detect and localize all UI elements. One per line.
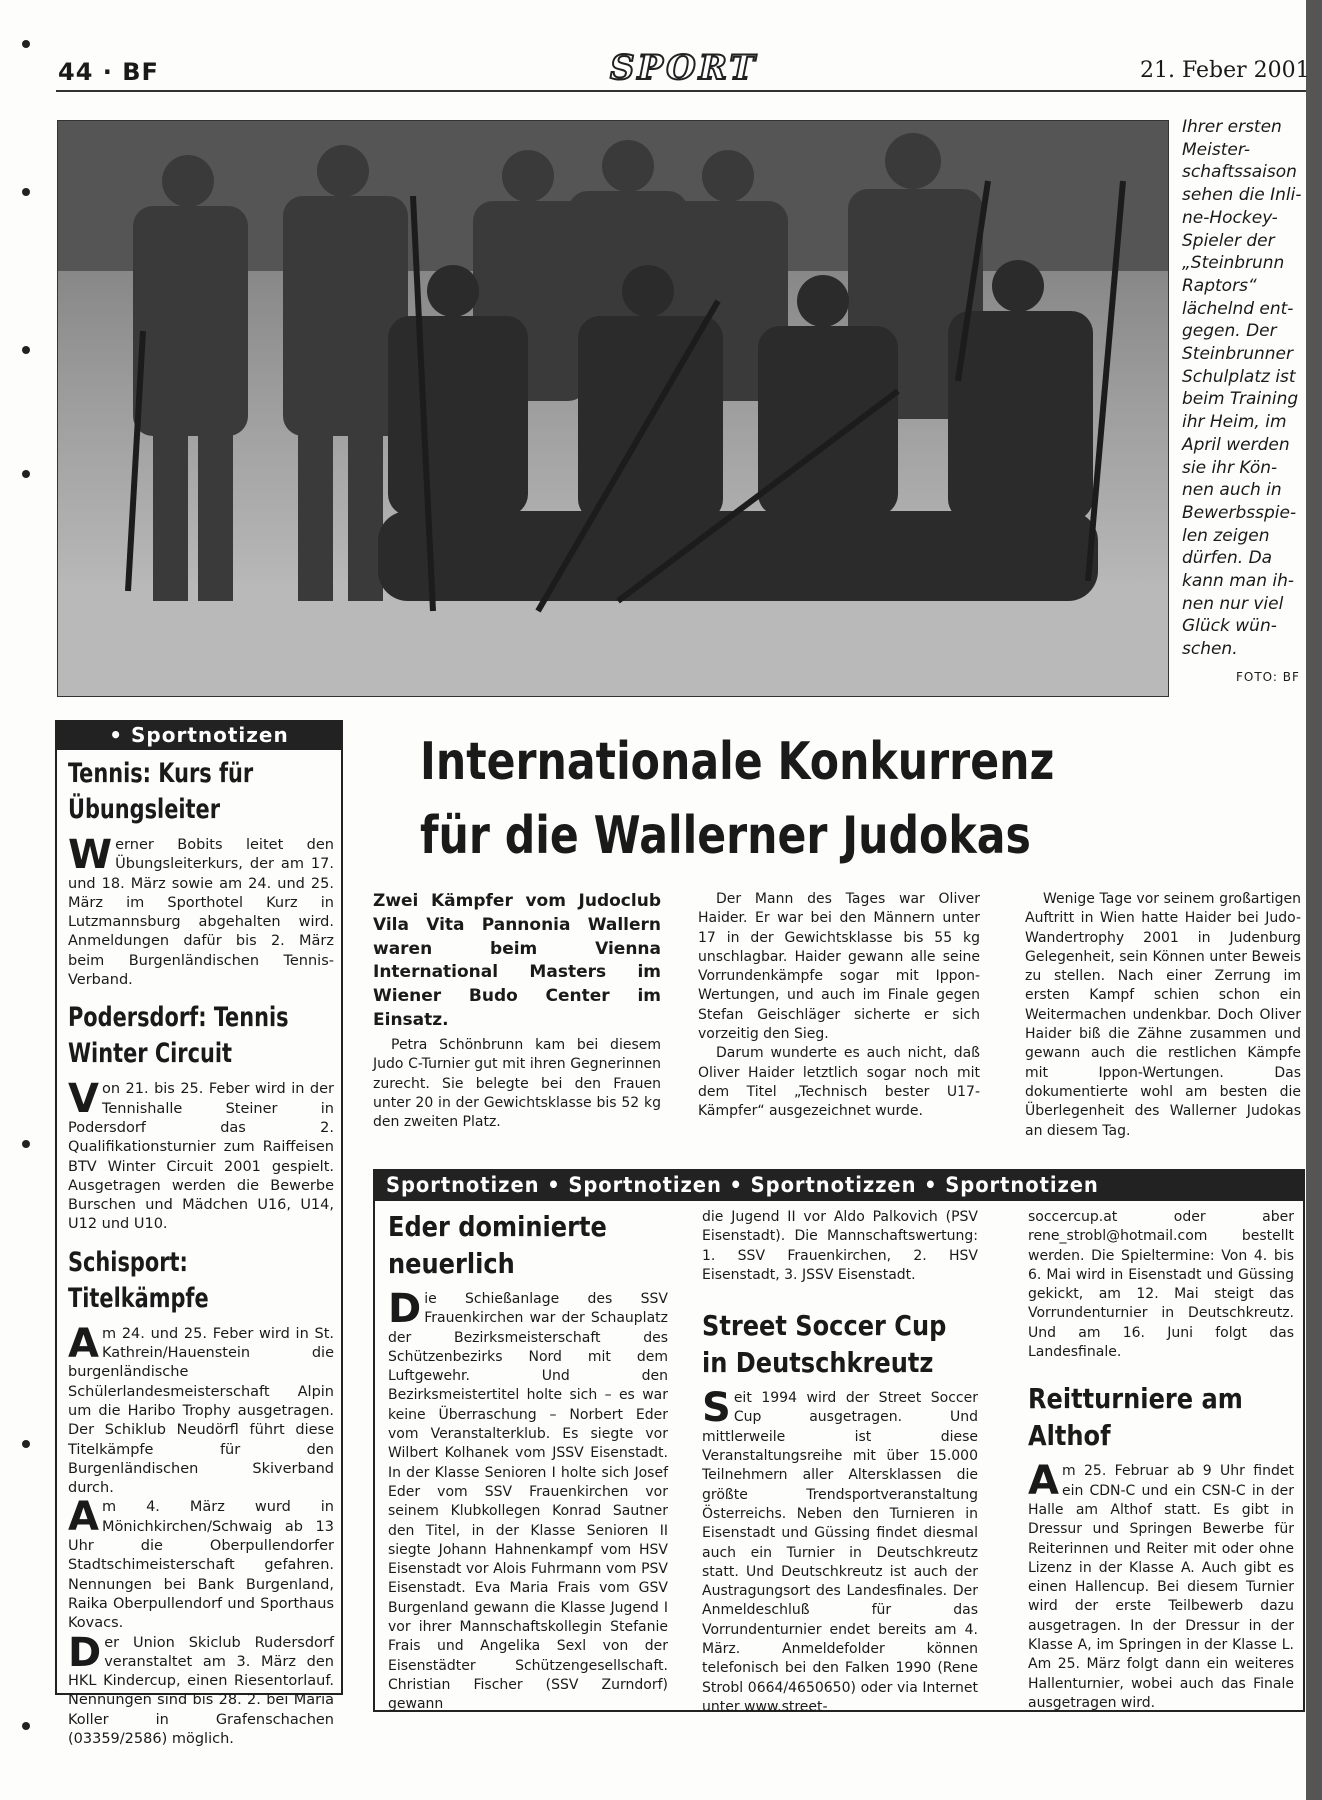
drop-cap: A [68, 1494, 99, 1541]
article-paragraph: Darum wunderte es auch nicht, daß Oliver Haider letztlich sogar noch mit dem Titel „Technisch bester U17-Kämpfer“ ausgezeichnet wurde. [698, 1045, 980, 1120]
soccer-body: eit 1994 wird der Street Soccer Cup ausgetragen. Und mittlerweile ist diese Veranstaltungsreihe mit über 15.000 Teilnehmern aller Altersklassen die größte Trendsportveranstaltung Österreichs. Neben den Turnieren in Eisenstadt und Güssing findet diesmal auch ein Turnier in Deutschkreutz statt. Und Deutschkreutz ist auch der Austragungsort des Landesfinales. Der Anmeldeschluß für das Vorrundenturnier endet bereits am 4. März. Anmeldefolder können telefonisch bei den Falken 1990 (Rene Strobl 0664/4650650) oder via Internet unter www.street- [702, 1390, 978, 1715]
headline-line: Internationale Konkurrenz [420, 732, 1055, 792]
note-body: er Union Skiclub Rudersdorf veranstaltet am 3. März den HKL Kindercup, einen Riesentorlauf. Nennungen sind bis 28. 2. bei Maria Koller in Grafenschachen (03359/2586) möglich. [68, 1634, 334, 1747]
margin-mark [22, 1440, 30, 1448]
note-title: Schisport: [68, 1246, 188, 1278]
note-body: on 21. bis 25. Feber wird in der Tennishalle Steiner in Podersdorf das 2. Qualifikationsturnier zum Raiffeisen BTV Winter Circuit 2001 gespielt. Ausgetragen werden die Bewerbe Burschen und Mädchen U16, U14, U12 und U10. [68, 1081, 334, 1233]
soccer-continuation: soccercup.at oder aber rene_strobl@hotmail.com bestellt werden. Die Spieltermine: Von 4. bis 6. Mai wird in Eisenstadt und Güssing gekickt, am 12. Mai steigt das Vorrundenturnier in Deutschkreutz. Und am 16. Juni folgt das Landesfinale. [1028, 1209, 1294, 1361]
note-title: Übungsleiter [68, 794, 221, 825]
note-title: Titelkämpfe [68, 1282, 209, 1314]
note-text [68, 1629, 334, 1750]
page-number: 44 · BF [58, 58, 159, 86]
margin-mark [22, 1722, 30, 1730]
note-text [68, 1076, 334, 1234]
article-col3: Wenige Tage vor seinem großartigen Auftritt in Wien hatte Haider bei Judo-Wandertrophy 2001 in Judenburg Gelegenheit, sein Können unter Beweis zu stellen. Nach einer Zerrung im ersten Kampf schien schon ein Weitermachen undenkbar. Doch Oliver Haider biß die Zähne zusammen und gewann auch die restlichen Kämpfe mit Ippon-Wertungen. Das dokumentierte wohl am besten die Überlegenheit des Wallerner Judokas an diesem Tag. [1025, 891, 1301, 1139]
eder-continuation: die Jugend II vor Aldo Palkovich (PSV Eisenstadt). Die Mannschaftswertung: 1. SSV Frauenkirchen, 2. HSV Eisenstadt, 3. JSSV Eisenstadt. [702, 1209, 978, 1283]
margin-mark [22, 40, 30, 48]
drop-cap: V [68, 1076, 99, 1123]
eder-title: Eder dominierte [388, 1210, 607, 1243]
issue-date: 21. Feber 2001 [1140, 58, 1310, 83]
note-text [68, 832, 334, 990]
article-lead: Zwei Kämpfer vom Judoclub Vila Vita Pannonia Wallern waren beim Vienna International Masters im Wiener Budo Center im Einsatz. [373, 891, 661, 1030]
eder-title: neuerlich [388, 1247, 515, 1280]
margin-mark [22, 470, 30, 478]
notes-band-text: Sportnotizen • Sportnotizen • Sportnotizzen • Sportnotizen [386, 1173, 1099, 1197]
hockey-team-illustration [58, 121, 1168, 696]
headline-line: für die Wallerner Judokas [420, 806, 1031, 866]
note-title: Tennis: Kurs für [68, 758, 254, 789]
article-col1: Petra Schönbrunn kam bei diesem Judo C-Turnier gut mit ihren Gegnerinnen zurecht. Sie belegte bei den Frauen unter 20 in der Gewichtsklasse bis 52 kg den zweiten Platz. [373, 1037, 661, 1131]
right-column [1028, 1208, 1294, 1713]
team-photo [57, 120, 1169, 697]
note-body: m 4. März wurd in Mönichkirchen/Schwaig ab 13 Uhr die Oberpullendorfer Stadtschimeisterschaft gefahren. Nennungen bei Bank Burgenland, Raika Oberpullendorf und Sporthaus Kovacs. [68, 1499, 334, 1632]
photo-caption: Ihrer ersten Meister- schaftssaison sehen die Inli- ne-Hockey- Spieler der „Steinbrunn Raptors“ lächelnd ent- gegen. Der Steinbrunner Schulplatz ist beim Training ihr Heim, im April werden sie ihr Kön- nen auch in Bewerbsspie- len zeigen dürfen. Da kann man ih- nen nur viel Glück wün- schen. [1182, 117, 1302, 660]
notes-band [373, 1169, 1305, 1201]
margin-mark [22, 1140, 30, 1148]
sidebar-content [68, 756, 334, 1749]
middle-column [702, 1208, 978, 1717]
header-rule [56, 90, 1306, 92]
margin-mark [22, 188, 30, 196]
soccer-title: in Deutschkreutz [702, 1346, 934, 1380]
eder-column [388, 1208, 668, 1715]
drop-cap: D [388, 1286, 422, 1332]
headline [420, 725, 1054, 873]
note-body: m 24. und 25. Feber wird in St. Kathrein/Hauenstein die burgenländische Schülerlandesmeisterschaft Alpin um die Haribo Trophy ausgetragen. Der Schiklub Neudörfl führt diese Titelkämpfe für den Burgenländischen Skiverband durch. [68, 1325, 334, 1497]
note-text [68, 1494, 334, 1633]
note-body: erner Bobits leitet den Übungsleiterkurs, der am 17. und 18. März sowie am 24. und 25. März im Sporthotel Kurz in Lutzmannsburg abgehalten wird. Anmeldungen dafür bis 2. März beim Burgenländischen Tennis-Verband. [68, 837, 334, 989]
soccer-title: Street Soccer Cup [702, 1309, 947, 1343]
drop-cap: W [68, 832, 113, 878]
reit-body: m 25. Februar ab 9 Uhr findet ein CDN-C und ein CSN-C in der Halle am Althof statt. Es gibt in Dressur und Springen Bewerbe für Reiterinnen und Reiter mit oder ohne Lizenz in der Klasse A. Auch gibt es einen Hallencup. Bei diesem Turnier wird der erste Teilbewerb dazu ausgetragen. In der Dressur in der Klasse A, im Springen in der Klasse L. Am 25. März folgt dann ein weiteres Hallenturnier, wobei auch das Finale ausgetragen wird. [1028, 1463, 1294, 1711]
note-text [68, 1320, 334, 1499]
article-paragraph: Der Mann des Tages war Oliver Haider. Er war bei den Männern unter 17 in der Gewichtsklasse bis 55 kg unschlagbar. Haider gewann alle seine Vorrundenkämpfe sogar mit Ippon-Wertungen, und auch im Finale gegen Stefan Geischläger sicherte er sich vorzeitig den Sieg. [698, 891, 980, 1043]
section-title: SPORT [610, 48, 758, 88]
note-title: Podersdorf: Tennis [68, 1002, 289, 1034]
drop-cap: S [702, 1385, 731, 1432]
reit-text [1028, 1458, 1294, 1713]
eder-body: ie Schießanlage des SSV Frauenkirchen war der Schauplatz der Bezirksmeisterschaft des Schützenbezirks Nord mit dem Luftgewehr. Und den Bezirksmeistertitel holte sich – es war keine Überraschung – Norbert Eder vom Veranstalterklub. Es siegte vor Wilbert Kolhanek vom JSSV Eisenstadt. In der Klasse Senioren I holte sich Josef Eder vom SSV Frauenkirchen vor seinem Klubkollegen Konrad Sautner den Titel, in der Klasse Senioren II siegte Johann Hahnenkampf vom HSV Eisenstadt vor Alois Fuhrmann vom PSV Eisenstadt. Eva Maria Frais vom GSV Burgenland gewann die Klasse Jugend I vor ihrer Mannschaftskollegin Stefanie Frais und Angelika Sexl von der Eisenstädter Schützengesellschaft. Christian Fischer (SSV Zurndorf) gewann [388, 1291, 668, 1713]
soccer-text [702, 1385, 978, 1717]
article-col2 [698, 890, 980, 1122]
eder-text [388, 1286, 668, 1715]
note-title: Winter Circuit [68, 1038, 233, 1070]
drop-cap: D [68, 1629, 102, 1676]
reit-title: Althof [1028, 1419, 1111, 1453]
drop-cap: A [1028, 1458, 1059, 1505]
sidebar-header: • Sportnotizen [55, 720, 343, 750]
reit-title: Reitturniere am [1028, 1382, 1243, 1416]
margin-mark [22, 346, 30, 354]
drop-cap: A [68, 1320, 99, 1367]
photo-credit: FOTO: BF [1236, 670, 1300, 684]
